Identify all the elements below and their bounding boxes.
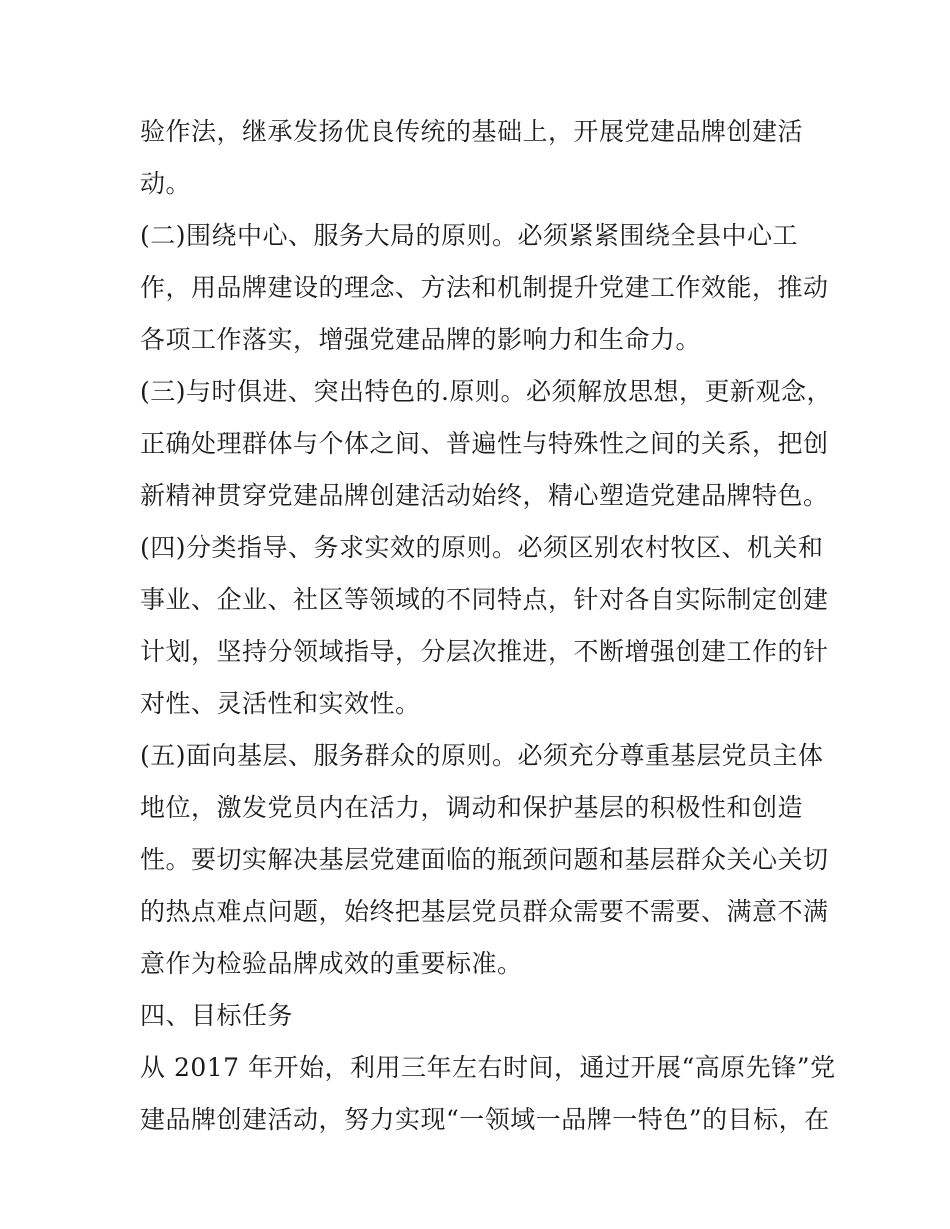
- text-line: 动。: [140, 169, 192, 198]
- text-line: 意作为检验品牌成效的重要标准。: [140, 949, 523, 978]
- text-line: 正确处理群体与个体之间、普遍性与特殊性之间的关系，把创: [140, 429, 829, 458]
- text-line: 从 2017 年开始，利用三年左右时间，通过开展“高原先锋”党: [140, 1053, 836, 1082]
- text-line: 各项工作落实，增强党建品牌的影响力和生命力。: [140, 325, 702, 354]
- text-line: 的热点难点问题，始终把基层党员群众需要不需要、满意不满: [140, 897, 829, 926]
- text-line: (二)围绕中心、服务大局的原则。必须紧紧围绕全县中心工: [140, 221, 799, 250]
- text-line: 计划，坚持分领域指导，分层次推进，不断增强创建工作的针: [140, 637, 829, 666]
- text-line: 验作法，继承发扬优良传统的基础上，开展党建品牌创建活: [140, 117, 804, 146]
- text-line: (三)与时俱进、突出特色的.原则。必须解放思想，更新观念，: [140, 377, 832, 406]
- text-line: 事业、企业、社区等领域的不同特点，针对各自实际制定创建: [140, 585, 829, 614]
- text-line: 建品牌创建活动，努力实现“一领域一品牌一特色”的目标，在: [140, 1105, 830, 1134]
- text-line: 作，用品牌建设的理念、方法和机制提升党建工作效能，推动: [140, 273, 829, 302]
- document-body: [140, 106, 836, 1146]
- text-line: (五)面向基层、服务群众的原则。必须充分尊重基层党员主体: [140, 741, 824, 770]
- text-line: 对性、灵活性和实效性。: [140, 689, 421, 718]
- section-heading: 四、目标任务: [140, 1001, 294, 1030]
- text-line: 性。要切实解决基层党建面临的瓶颈问题和基层群众关心关切: [140, 845, 829, 874]
- text-line: 新精神贯穿党建品牌创建活动始终，精心塑造党建品牌特色。: [140, 481, 829, 510]
- text-line: (四)分类指导、务求实效的原则。必须区别农村牧区、机关和: [140, 533, 824, 562]
- text-line: 地位，激发党员内在活力，调动和保护基层的积极性和创造: [140, 793, 804, 822]
